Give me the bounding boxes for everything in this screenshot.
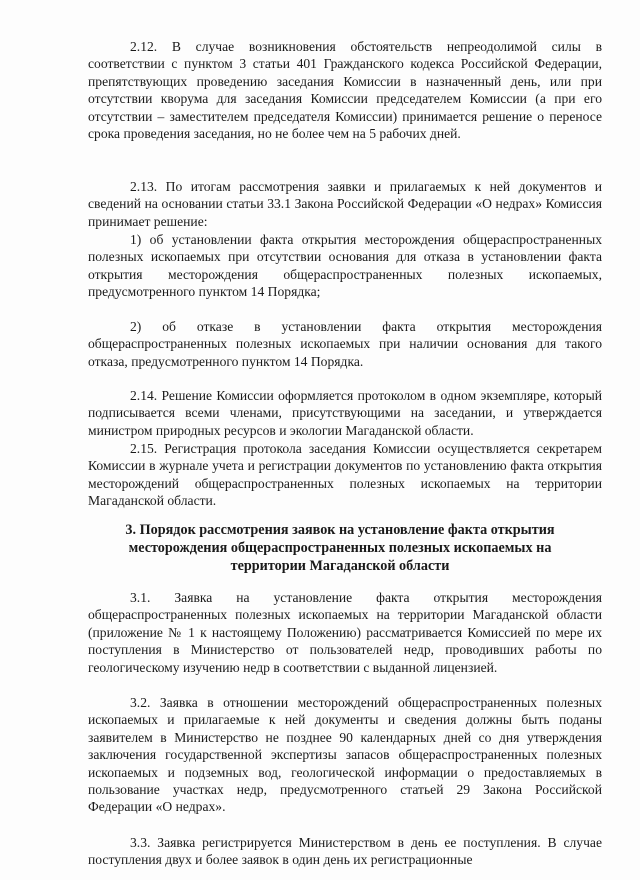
paragraph-2-13-item-1: 1) об установлении факта открытия месторождения общераспространенных полезных ископаемых при отсутствии основания для отказа в установлении факта открытия месторождения общераспространенных полезных ископаемых, предусмотренного пунктом 14 Порядка; [88,232,602,300]
paragraph-3-1: 3.1. Заявка на установление факта открытия месторождения общераспространенных полезных ископаемых на территории Магаданской области (приложение № 1 к настоящему Положению) рассматривается Комиссией по мере их поступления в Министерство от пользователей недр, проводивших работы по геологическому изучению недр в соответствии с выданной лицензией. [88,590,602,675]
paragraph-3-2: 3.2. Заявка в отношении месторождений общераспространенных полезных ископаемых и прилагаемые к ней документы и сведения должны быть поданы заявителем в Министерство не позднее 90 календарных дней со дня утверждения заключения государственной экспертизы запасов общераспространенных полезных ископаемых и подземных вод, геологической информации о предоставляемых в пользование участках недр, предусмотренного статьей 29 Закона Российской Федерации «О недрах». [88,695,602,815]
paragraph-3-3: 3.3. Заявка регистрируется Министерством в день ее поступления. В случае поступления двух и более заявок в один день их регистрационные [88,835,602,868]
paragraph-2-12: 2.12. В случае возникновения обстоятельств непреодолимой силы в соответствии с пунктом 3 статьи 401 Гражданского кодекса Российской Федерации, препятствующих проведению заседания Комиссии в назначенный день, или при отсутствии кворума для заседания Комиссии председателем Комиссии (а при его отсутствии – заместителем председателя Комиссии) принимается решение о переносе срока проведения заседания, но не более чем на 5 рабочих дней. [88,39,602,142]
paragraph-2-13-item-2: 2) об отказе в установлении факта открытия месторождения общераспространенных полезных ископаемых при наличии основания для такого отказа, предусмотренного пунктом 14 Порядка. [88,319,602,369]
section-3-heading: 3. Порядок рассмотрения заявок на установление факта открытия месторождения общераспространенных полезных ископаемых на территории Магаданской области [125,522,555,574]
paragraph-2-13: 2.13. По итогам рассмотрения заявки и прилагаемых к ней документов и сведений на основании статьи 33.1 Закона Российской Федерации «О недрах» Комиссия принимает решение: [88,179,602,229]
paragraph-2-14: 2.14. Решение Комиссии оформляется протоколом в одном экземпляре, который подписывается всеми членами, присутствующими на заседании, и утверждается министром природных ресурсов и экологии Магаданской области. [88,388,602,438]
paragraph-2-15: 2.15. Регистрация протокола заседания Комиссии осуществляется секретарем Комиссии в журнале учета и регистрации документов по установлению факта открытия месторождений общераспространенных полезных ископаемых на территории Магаданской области. [88,441,602,509]
